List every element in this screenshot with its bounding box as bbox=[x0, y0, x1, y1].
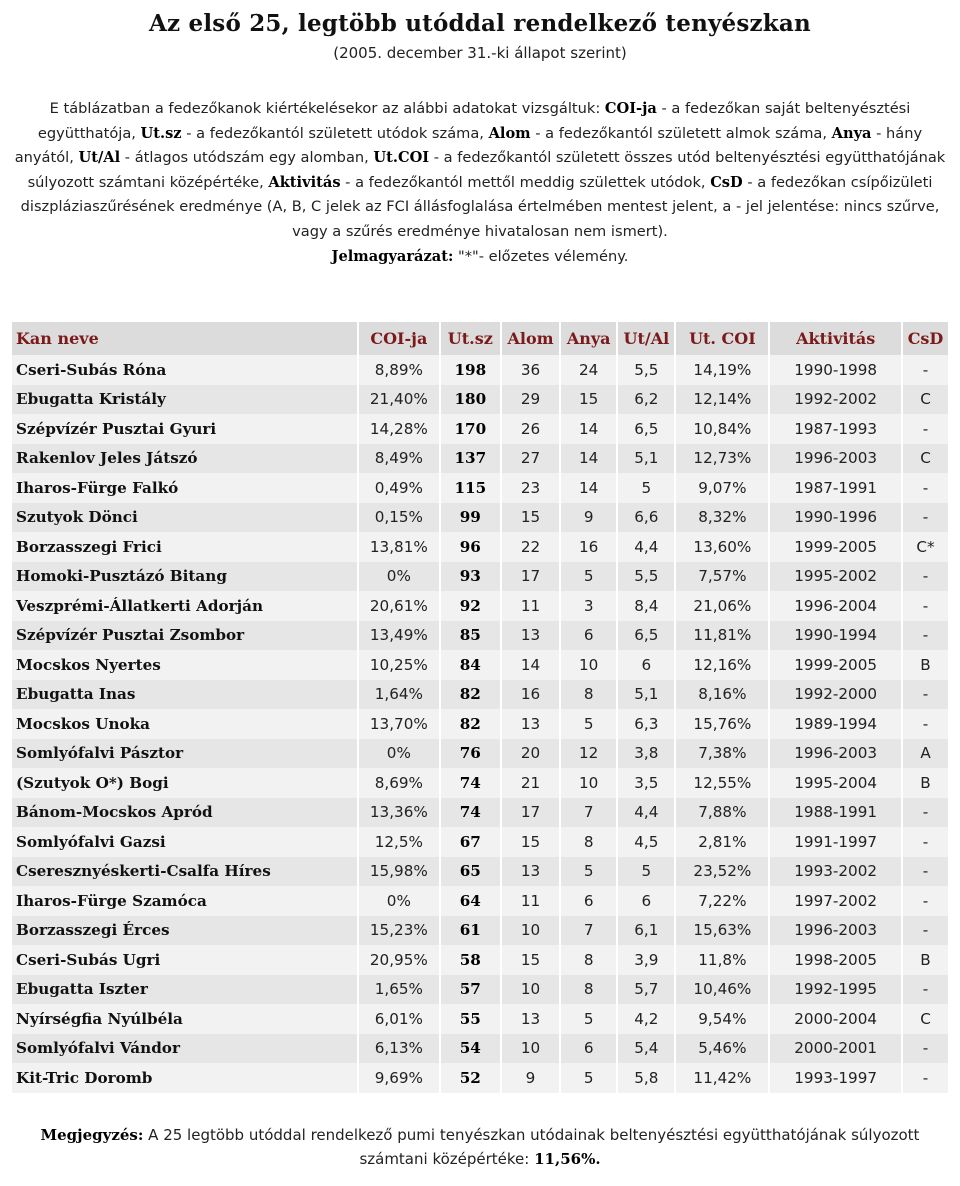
cell-utcoi: 15,76% bbox=[676, 709, 770, 739]
cell-utcoi: 5,46% bbox=[676, 1034, 770, 1064]
page-subtitle: (2005. december 31.-ki állapot szerint) bbox=[333, 44, 627, 62]
cell-anya: 5 bbox=[561, 857, 618, 887]
cell-anya: 5 bbox=[561, 562, 618, 592]
cell-utcoi: 12,14% bbox=[676, 385, 770, 415]
cell-aktivitas: 1992-2000 bbox=[770, 680, 903, 710]
cell-utal: 5 bbox=[618, 473, 676, 503]
cell-name: Ebugatta Kristály bbox=[12, 385, 359, 415]
cell-utcoi: 10,46% bbox=[676, 975, 770, 1005]
cell-aktivitas: 1999-2005 bbox=[770, 532, 903, 562]
cell-csd: - bbox=[903, 975, 948, 1005]
table-row bbox=[12, 355, 948, 385]
intro-term: Ut/Al bbox=[78, 149, 121, 167]
cell-name: Rakenlov Jeles Játszó bbox=[12, 444, 359, 474]
cell-anya: 3 bbox=[561, 591, 618, 621]
cell-name: Kit-Tric Doromb bbox=[12, 1063, 359, 1093]
cell-name: Veszprémi-Állatkerti Adorján bbox=[12, 591, 359, 621]
cell-anya: 10 bbox=[561, 650, 618, 680]
cell-alom: 29 bbox=[502, 385, 561, 415]
cell-aktivitas: 1990-1994 bbox=[770, 621, 903, 651]
cell-aktivitas: 1987-1991 bbox=[770, 473, 903, 503]
cell-utcoi: 10,84% bbox=[676, 414, 770, 444]
table-row bbox=[12, 886, 948, 916]
cell-csd: - bbox=[903, 503, 948, 533]
cell-anya: 6 bbox=[561, 621, 618, 651]
cell-alom: 17 bbox=[502, 798, 561, 828]
cell-anya: 12 bbox=[561, 739, 618, 769]
legend-text: "*"- előzetes vélemény. bbox=[453, 247, 629, 265]
cell-utcoi: 7,38% bbox=[676, 739, 770, 769]
cell-utal: 5,7 bbox=[618, 975, 676, 1005]
cell-name: Homoki-Pusztázó Bitang bbox=[12, 562, 359, 592]
cell-csd: - bbox=[903, 355, 948, 385]
stud-table bbox=[12, 322, 948, 1093]
intro-term: Anya bbox=[831, 124, 872, 142]
cell-aktivitas: 1996-2003 bbox=[770, 916, 903, 946]
cell-anya: 9 bbox=[561, 503, 618, 533]
cell-alom: 17 bbox=[502, 562, 561, 592]
cell-anya: 16 bbox=[561, 532, 618, 562]
table-row bbox=[12, 916, 948, 946]
table-row bbox=[12, 798, 948, 828]
table-row bbox=[12, 1063, 948, 1093]
cell-utal: 5,1 bbox=[618, 680, 676, 710]
cell-name: Ebugatta Inas bbox=[12, 680, 359, 710]
cell-utcoi: 14,19% bbox=[676, 355, 770, 385]
cell-anya: 8 bbox=[561, 945, 618, 975]
cell-coi: 0% bbox=[359, 562, 441, 592]
intro-term: Ut.sz bbox=[140, 124, 182, 142]
cell-utcoi: 11,81% bbox=[676, 621, 770, 651]
cell-coi: 9,69% bbox=[359, 1063, 441, 1093]
cell-alom: 15 bbox=[502, 503, 561, 533]
cell-utal: 6,1 bbox=[618, 916, 676, 946]
cell-utal: 5,1 bbox=[618, 444, 676, 474]
cell-aktivitas: 1990-1998 bbox=[770, 355, 903, 385]
cell-utal: 6,5 bbox=[618, 414, 676, 444]
table-header-row bbox=[12, 322, 948, 355]
cell-utsz: 137 bbox=[441, 444, 502, 474]
table-row bbox=[12, 827, 948, 857]
table-row bbox=[12, 621, 948, 651]
cell-name: Nyírségfia Nyúlbéla bbox=[12, 1004, 359, 1034]
header-coi: COI-ja bbox=[359, 322, 441, 355]
header-alom: Alom bbox=[502, 322, 561, 355]
cell-anya: 15 bbox=[561, 385, 618, 415]
table-row bbox=[12, 1004, 948, 1034]
table-row bbox=[12, 768, 948, 798]
cell-alom: 15 bbox=[502, 827, 561, 857]
intro-text: - a fedezőkan saját beltenyésztési együtthatója, bbox=[37, 100, 911, 142]
cell-aktivitas: 1997-2002 bbox=[770, 886, 903, 916]
cell-utsz: 93 bbox=[441, 562, 502, 592]
header-utsz: Ut.sz bbox=[441, 322, 502, 355]
cell-utcoi: 9,07% bbox=[676, 473, 770, 503]
cell-aktivitas: 2000-2001 bbox=[770, 1034, 903, 1064]
cell-utcoi: 7,22% bbox=[676, 886, 770, 916]
cell-coi: 14,28% bbox=[359, 414, 441, 444]
intro-text: - hány anyától, bbox=[14, 124, 923, 167]
cell-utsz: 76 bbox=[441, 739, 502, 769]
cell-alom: 10 bbox=[502, 916, 561, 946]
table-body bbox=[12, 355, 948, 1093]
cell-name: Iharos-Fürge Szamóca bbox=[12, 886, 359, 916]
table-row bbox=[12, 739, 948, 769]
cell-anya: 7 bbox=[561, 916, 618, 946]
footnote-key: Megjegyzés: bbox=[40, 1126, 144, 1144]
cell-utal: 5,5 bbox=[618, 562, 676, 592]
cell-coi: 8,69% bbox=[359, 768, 441, 798]
cell-utal: 4,2 bbox=[618, 1004, 676, 1034]
cell-aktivitas: 1996-2003 bbox=[770, 444, 903, 474]
cell-utal: 6,5 bbox=[618, 621, 676, 651]
cell-anya: 5 bbox=[561, 709, 618, 739]
cell-utal: 6 bbox=[618, 650, 676, 680]
cell-utsz: 52 bbox=[441, 1063, 502, 1093]
cell-anya: 10 bbox=[561, 768, 618, 798]
cell-utsz: 84 bbox=[441, 650, 502, 680]
cell-alom: 13 bbox=[502, 1004, 561, 1034]
header-utcoi: Ut. COI bbox=[676, 322, 770, 355]
table-row bbox=[12, 503, 948, 533]
cell-utsz: 58 bbox=[441, 945, 502, 975]
cell-utsz: 82 bbox=[441, 680, 502, 710]
cell-alom: 13 bbox=[502, 857, 561, 887]
header-anya: Anya bbox=[561, 322, 618, 355]
table-row bbox=[12, 385, 948, 415]
cell-alom: 27 bbox=[502, 444, 561, 474]
cell-utsz: 82 bbox=[441, 709, 502, 739]
cell-name: Ebugatta Iszter bbox=[12, 975, 359, 1005]
footnote bbox=[12, 1123, 948, 1171]
cell-utcoi: 9,54% bbox=[676, 1004, 770, 1034]
cell-utal: 5,8 bbox=[618, 1063, 676, 1093]
cell-coi: 1,64% bbox=[359, 680, 441, 710]
footnote-text: A 25 legtöbb utóddal rendelkező pumi tenyészkan utódainak beltenyésztési együtthatójának súlyozott számtani középértéke: bbox=[143, 1126, 920, 1168]
cell-utcoi: 23,52% bbox=[676, 857, 770, 887]
cell-utal: 6,6 bbox=[618, 503, 676, 533]
cell-aktivitas: 1992-2002 bbox=[770, 385, 903, 415]
cell-name: Szépvízér Pusztai Gyuri bbox=[12, 414, 359, 444]
cell-coi: 13,70% bbox=[359, 709, 441, 739]
cell-anya: 14 bbox=[561, 414, 618, 444]
cell-coi: 13,81% bbox=[359, 532, 441, 562]
cell-aktivitas: 1998-2005 bbox=[770, 945, 903, 975]
legend-line bbox=[12, 245, 948, 270]
cell-aktivitas: 1993-1997 bbox=[770, 1063, 903, 1093]
table-row bbox=[12, 650, 948, 680]
cell-anya: 5 bbox=[561, 1063, 618, 1093]
cell-utsz: 54 bbox=[441, 1034, 502, 1064]
cell-utsz: 64 bbox=[441, 886, 502, 916]
cell-alom: 26 bbox=[502, 414, 561, 444]
cell-name: Szépvízér Pusztai Zsombor bbox=[12, 621, 359, 651]
cell-csd: B bbox=[903, 768, 948, 798]
cell-aktivitas: 1989-1994 bbox=[770, 709, 903, 739]
table-row bbox=[12, 857, 948, 887]
cell-csd: B bbox=[903, 945, 948, 975]
cell-coi: 6,01% bbox=[359, 1004, 441, 1034]
cell-anya: 6 bbox=[561, 1034, 618, 1064]
cell-alom: 14 bbox=[502, 650, 561, 680]
cell-utcoi: 21,06% bbox=[676, 591, 770, 621]
cell-name: Cseresznyéskerti-Csalfa Híres bbox=[12, 857, 359, 887]
table-header bbox=[12, 322, 948, 355]
intro-term: Aktivitás bbox=[268, 173, 341, 191]
cell-coi: 20,95% bbox=[359, 945, 441, 975]
header-name: Kan neve bbox=[12, 322, 359, 355]
cell-anya: 14 bbox=[561, 444, 618, 474]
cell-utsz: 74 bbox=[441, 798, 502, 828]
cell-name: Iharos-Fürge Falkó bbox=[12, 473, 359, 503]
cell-coi: 6,13% bbox=[359, 1034, 441, 1064]
cell-coi: 21,40% bbox=[359, 385, 441, 415]
cell-name: (Szutyok O*) Bogi bbox=[12, 768, 359, 798]
cell-csd: C bbox=[903, 1004, 948, 1034]
cell-alom: 36 bbox=[502, 355, 561, 385]
cell-alom: 13 bbox=[502, 709, 561, 739]
cell-coi: 0% bbox=[359, 739, 441, 769]
cell-utcoi: 12,55% bbox=[676, 768, 770, 798]
cell-coi: 20,61% bbox=[359, 591, 441, 621]
cell-aktivitas: 2000-2004 bbox=[770, 1004, 903, 1034]
cell-name: Cseri-Subás Ugri bbox=[12, 945, 359, 975]
cell-name: Cseri-Subás Róna bbox=[12, 355, 359, 385]
cell-alom: 21 bbox=[502, 768, 561, 798]
table-row bbox=[12, 1034, 948, 1064]
cell-coi: 1,65% bbox=[359, 975, 441, 1005]
cell-alom: 15 bbox=[502, 945, 561, 975]
cell-name: Szutyok Dönci bbox=[12, 503, 359, 533]
table-row bbox=[12, 444, 948, 474]
intro-text: E táblázatban a fedezőkanok kiértékelésekor az alábbi adatokat vizsgáltuk: bbox=[49, 100, 605, 117]
table-row bbox=[12, 975, 948, 1005]
cell-utal: 5,4 bbox=[618, 1034, 676, 1064]
cell-alom: 10 bbox=[502, 975, 561, 1005]
cell-alom: 22 bbox=[502, 532, 561, 562]
intro-text: - a fedezőkantól született utódok száma, bbox=[181, 124, 489, 142]
cell-anya: 8 bbox=[561, 975, 618, 1005]
cell-utal: 5,5 bbox=[618, 355, 676, 385]
cell-utsz: 74 bbox=[441, 768, 502, 798]
cell-utal: 3,8 bbox=[618, 739, 676, 769]
cell-utcoi: 8,16% bbox=[676, 680, 770, 710]
cell-csd: - bbox=[903, 886, 948, 916]
cell-utcoi: 2,81% bbox=[676, 827, 770, 857]
cell-csd: C bbox=[903, 444, 948, 474]
intro-term: CsD bbox=[710, 173, 743, 191]
cell-coi: 15,23% bbox=[359, 916, 441, 946]
cell-utsz: 99 bbox=[441, 503, 502, 533]
cell-anya: 5 bbox=[561, 1004, 618, 1034]
cell-utal: 3,9 bbox=[618, 945, 676, 975]
cell-alom: 9 bbox=[502, 1063, 561, 1093]
cell-anya: 14 bbox=[561, 473, 618, 503]
table-row bbox=[12, 945, 948, 975]
cell-alom: 11 bbox=[502, 886, 561, 916]
cell-alom: 11 bbox=[502, 591, 561, 621]
cell-utal: 8,4 bbox=[618, 591, 676, 621]
cell-utsz: 96 bbox=[441, 532, 502, 562]
cell-csd: - bbox=[903, 473, 948, 503]
cell-utsz: 85 bbox=[441, 621, 502, 651]
table-row bbox=[12, 680, 948, 710]
cell-utal: 6,2 bbox=[618, 385, 676, 415]
cell-name: Mocskos Unoka bbox=[12, 709, 359, 739]
cell-name: Mocskos Nyertes bbox=[12, 650, 359, 680]
cell-csd: - bbox=[903, 414, 948, 444]
cell-csd: - bbox=[903, 916, 948, 946]
cell-utcoi: 12,16% bbox=[676, 650, 770, 680]
table-row bbox=[12, 562, 948, 592]
cell-name: Borzasszegi Érces bbox=[12, 916, 359, 946]
cell-csd: - bbox=[903, 1034, 948, 1064]
header-aktivitas: Aktivitás bbox=[770, 322, 903, 355]
cell-anya: 8 bbox=[561, 680, 618, 710]
cell-utsz: 198 bbox=[441, 355, 502, 385]
cell-utal: 4,5 bbox=[618, 827, 676, 857]
cell-coi: 12,5% bbox=[359, 827, 441, 857]
cell-aktivitas: 1995-2004 bbox=[770, 768, 903, 798]
cell-anya: 8 bbox=[561, 827, 618, 857]
cell-utsz: 65 bbox=[441, 857, 502, 887]
intro-term: COI-ja bbox=[604, 100, 657, 117]
cell-csd: C bbox=[903, 385, 948, 415]
table-row bbox=[12, 591, 948, 621]
page-title: Az első 25, legtöbb utóddal rendelkező tenyészkan bbox=[149, 10, 811, 37]
cell-csd: - bbox=[903, 621, 948, 651]
cell-csd: - bbox=[903, 798, 948, 828]
cell-coi: 0% bbox=[359, 886, 441, 916]
intro-text: - a fedezőkantól született összes utód beltenyésztési együtthatójának súlyozott számtani középértéke, bbox=[27, 149, 946, 191]
cell-utcoi: 12,73% bbox=[676, 444, 770, 474]
cell-csd: B bbox=[903, 650, 948, 680]
cell-utal: 3,5 bbox=[618, 768, 676, 798]
cell-alom: 23 bbox=[502, 473, 561, 503]
cell-name: Somlyófalvi Gazsi bbox=[12, 827, 359, 857]
cell-aktivitas: 1990-1996 bbox=[770, 503, 903, 533]
cell-utal: 6 bbox=[618, 886, 676, 916]
header-utal: Ut/Al bbox=[618, 322, 676, 355]
cell-name: Somlyófalvi Vándor bbox=[12, 1034, 359, 1064]
intro-text: - a fedezőkan csípőizületi diszpláziaszűrésének eredménye (A, B, C jelek az FCI állásfoglalása értelmében mentest jelent, a - jel jelentése: nincs szűrve, vagy a szűrés eredménye hivatalosan nem ismert). bbox=[20, 173, 940, 240]
cell-aktivitas: 1988-1991 bbox=[770, 798, 903, 828]
cell-coi: 0,49% bbox=[359, 473, 441, 503]
table-row bbox=[12, 532, 948, 562]
cell-coi: 10,25% bbox=[359, 650, 441, 680]
cell-utcoi: 15,63% bbox=[676, 916, 770, 946]
cell-csd: - bbox=[903, 709, 948, 739]
cell-utal: 4,4 bbox=[618, 798, 676, 828]
cell-utsz: 67 bbox=[441, 827, 502, 857]
cell-csd: - bbox=[903, 591, 948, 621]
table-row bbox=[12, 473, 948, 503]
intro-text: - a fedezőkantól mettől meddig születtek utódok, bbox=[340, 173, 711, 191]
cell-utsz: 180 bbox=[441, 385, 502, 415]
cell-aktivitas: 1992-1995 bbox=[770, 975, 903, 1005]
cell-csd: - bbox=[903, 1063, 948, 1093]
table-row bbox=[12, 709, 948, 739]
cell-aktivitas: 1996-2003 bbox=[770, 739, 903, 769]
cell-aktivitas: 1999-2005 bbox=[770, 650, 903, 680]
cell-coi: 13,49% bbox=[359, 621, 441, 651]
legend-key: Jelmagyarázat: bbox=[331, 247, 454, 265]
cell-utsz: 170 bbox=[441, 414, 502, 444]
cell-anya: 24 bbox=[561, 355, 618, 385]
cell-anya: 6 bbox=[561, 886, 618, 916]
cell-aktivitas: 1987-1993 bbox=[770, 414, 903, 444]
cell-csd: - bbox=[903, 857, 948, 887]
cell-coi: 15,98% bbox=[359, 857, 441, 887]
cell-name: Somlyófalvi Pásztor bbox=[12, 739, 359, 769]
cell-utsz: 57 bbox=[441, 975, 502, 1005]
cell-aktivitas: 1991-1997 bbox=[770, 827, 903, 857]
cell-coi: 8,49% bbox=[359, 444, 441, 474]
cell-csd: - bbox=[903, 680, 948, 710]
cell-alom: 16 bbox=[502, 680, 561, 710]
cell-utsz: 115 bbox=[441, 473, 502, 503]
intro-term: Alom bbox=[488, 124, 531, 142]
cell-csd: - bbox=[903, 562, 948, 592]
cell-coi: 13,36% bbox=[359, 798, 441, 828]
cell-utal: 5 bbox=[618, 857, 676, 887]
cell-utcoi: 11,8% bbox=[676, 945, 770, 975]
cell-coi: 8,89% bbox=[359, 355, 441, 385]
cell-utsz: 92 bbox=[441, 591, 502, 621]
cell-alom: 13 bbox=[502, 621, 561, 651]
cell-utcoi: 13,60% bbox=[676, 532, 770, 562]
cell-name: Bánom-Mocskos Apród bbox=[12, 798, 359, 828]
table-row bbox=[12, 414, 948, 444]
cell-utcoi: 7,88% bbox=[676, 798, 770, 828]
cell-csd: A bbox=[903, 739, 948, 769]
cell-aktivitas: 1993-2002 bbox=[770, 857, 903, 887]
intro-text: - átlagos utódszám egy alomban, bbox=[120, 149, 374, 167]
cell-csd: C* bbox=[903, 532, 948, 562]
cell-aktivitas: 1995-2002 bbox=[770, 562, 903, 592]
header-csd: CsD bbox=[903, 322, 948, 355]
cell-utcoi: 7,57% bbox=[676, 562, 770, 592]
cell-alom: 20 bbox=[502, 739, 561, 769]
cell-utsz: 61 bbox=[441, 916, 502, 946]
cell-utal: 6,3 bbox=[618, 709, 676, 739]
cell-utal: 4,4 bbox=[618, 532, 676, 562]
cell-csd: - bbox=[903, 827, 948, 857]
footnote-value: 11,56%. bbox=[534, 1150, 601, 1168]
cell-aktivitas: 1996-2004 bbox=[770, 591, 903, 621]
intro-term: Ut.COI bbox=[373, 149, 430, 167]
intro-paragraph bbox=[12, 97, 948, 269]
cell-alom: 10 bbox=[502, 1034, 561, 1064]
cell-coi: 0,15% bbox=[359, 503, 441, 533]
cell-utcoi: 8,32% bbox=[676, 503, 770, 533]
cell-anya: 7 bbox=[561, 798, 618, 828]
cell-utsz: 55 bbox=[441, 1004, 502, 1034]
cell-utcoi: 11,42% bbox=[676, 1063, 770, 1093]
cell-name: Borzasszegi Frici bbox=[12, 532, 359, 562]
intro-text: - a fedezőkantól született almok száma, bbox=[530, 124, 832, 142]
